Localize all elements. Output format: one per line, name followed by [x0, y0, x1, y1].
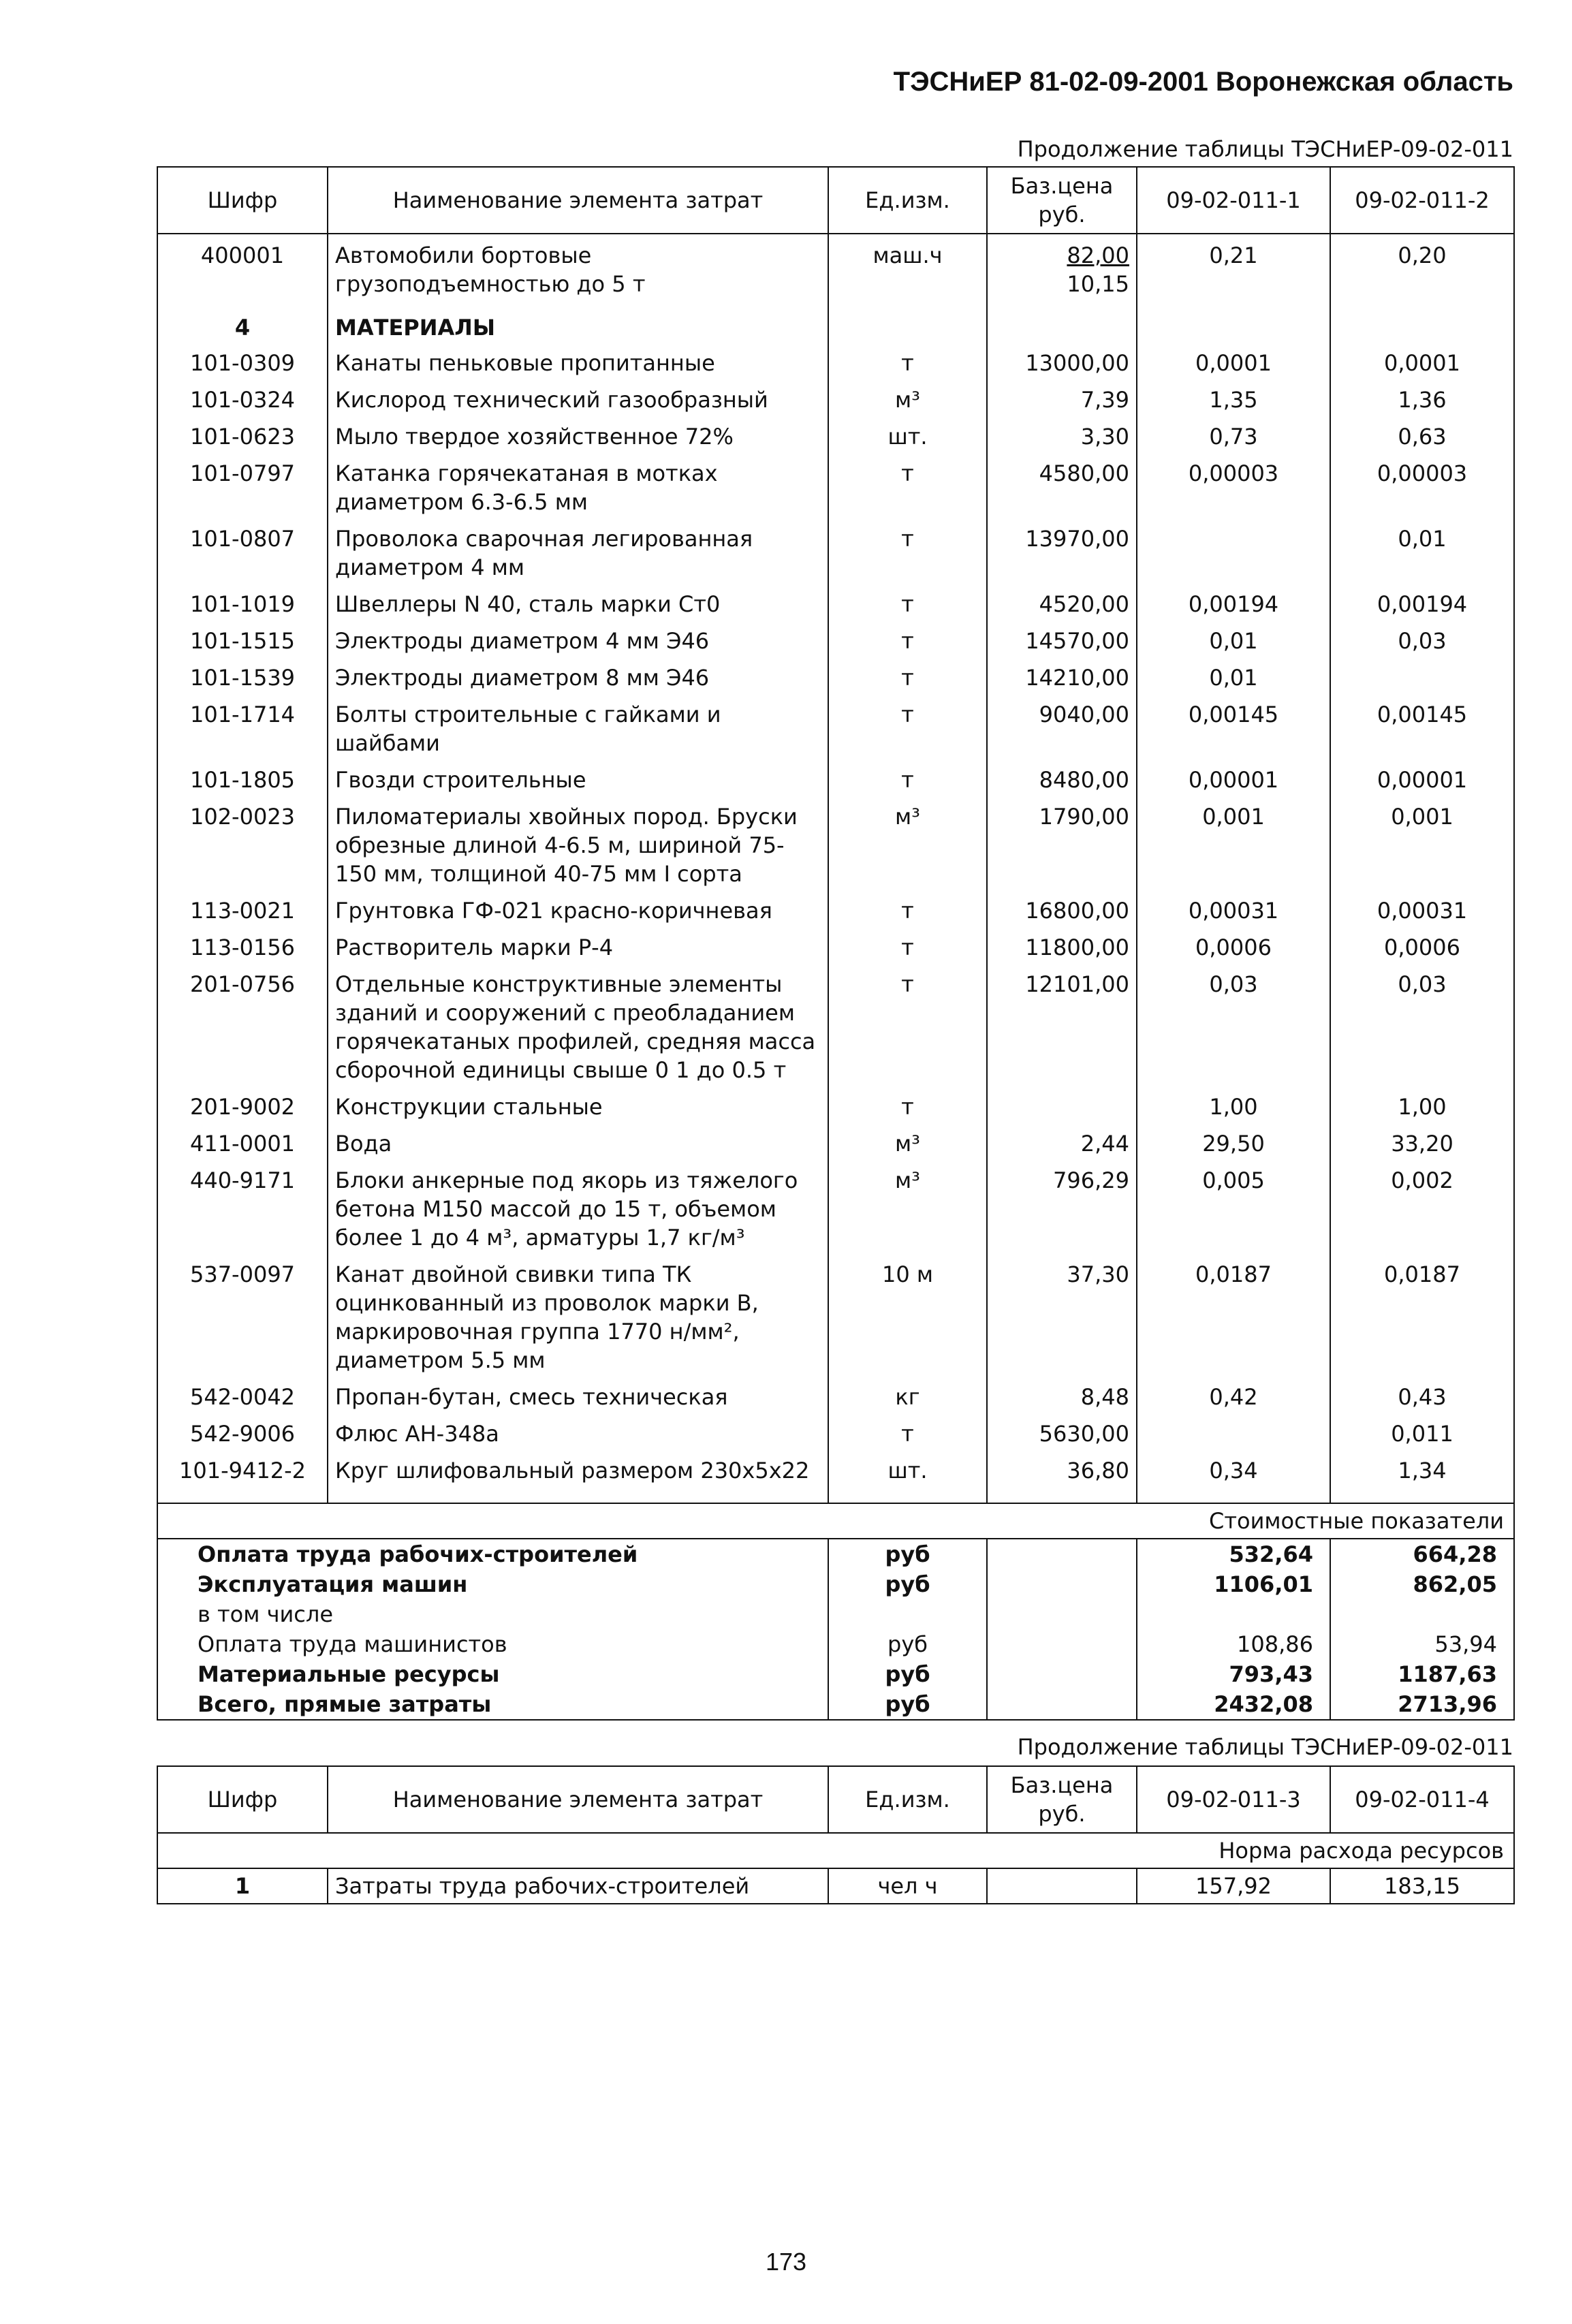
table-row [157, 1162, 1514, 1256]
price-line-1: 82,00 [1067, 242, 1129, 268]
cell-unit: т [828, 1088, 987, 1125]
cell-norm-1: 0,0006 [1137, 929, 1330, 966]
cell-norm-1: 0,00003 [1137, 455, 1330, 520]
table-row [157, 234, 1514, 301]
table-row [157, 1868, 1514, 1904]
summary-unit: руб [828, 1689, 987, 1720]
summary-norm-2: 664,28 [1330, 1539, 1514, 1569]
summary-unit: руб [828, 1569, 987, 1599]
cell-code: 411-0001 [157, 1125, 328, 1162]
table-row [157, 381, 1514, 418]
cell-norm-2: 0,00145 [1330, 696, 1514, 761]
summary-label: Эксплуатация машин [157, 1569, 828, 1599]
cell-name: Катанка горячекатаная в мотках диаметром 6.3-6.5 мм [328, 455, 828, 520]
cell-norm-2: 0,00031 [1330, 892, 1514, 929]
cell-norm-1: 0,005 [1137, 1162, 1330, 1256]
cell-unit: т [828, 696, 987, 761]
cell-norm-2: 0,00194 [1330, 586, 1514, 623]
cell-norm-2: 0,00003 [1330, 455, 1514, 520]
summary-norm-1: 108,86 [1137, 1629, 1330, 1659]
cell-price: 5630,00 [987, 1415, 1137, 1452]
summary-norm-1: 793,43 [1137, 1659, 1330, 1689]
cell-norm-2: 0,20 [1330, 234, 1514, 301]
cell-code: 101-0797 [157, 455, 328, 520]
table-caption: Продолжение таблицы ТЭСНиЕР-09-02-011 [1017, 136, 1513, 162]
table-row [157, 623, 1514, 659]
table-row [157, 1415, 1514, 1452]
summary-norm-1: 532,64 [1137, 1539, 1330, 1569]
summary-row [157, 1659, 1514, 1689]
price-line-2: 10,15 [1067, 271, 1129, 297]
cell-unit: т [828, 520, 987, 586]
table-row [157, 966, 1514, 1088]
cell-norm-2: 0,00001 [1330, 761, 1514, 798]
cell-code: 102-0023 [157, 798, 328, 892]
cell-norm-2: 1,00 [1330, 1088, 1514, 1125]
table-row [157, 1088, 1514, 1125]
cell-norm-2 [1330, 659, 1514, 696]
cell-price: 13970,00 [987, 520, 1137, 586]
summary-unit: руб [828, 1659, 987, 1689]
page-number: 173 [765, 2248, 807, 2276]
cell-norm-1: 0,73 [1137, 418, 1330, 455]
cell-code: 440-9171 [157, 1162, 328, 1256]
cell-price: 12101,00 [987, 966, 1137, 1088]
cell-norm-1: 0,0187 [1137, 1256, 1330, 1379]
cell-price: 9040,00 [987, 696, 1137, 761]
cell-price: 16800,00 [987, 892, 1137, 929]
section-row [157, 301, 1514, 345]
cell-price: 36,80 [987, 1452, 1137, 1489]
resources-table-2 [157, 1765, 1515, 1904]
table-row [157, 1125, 1514, 1162]
cell-price: 3,30 [987, 418, 1137, 455]
cell-name: Мыло твердое хозяйственное 72% [328, 418, 828, 455]
summary-norm-2 [1330, 1599, 1514, 1629]
col-header-unit: Ед.изм. [828, 1766, 987, 1833]
cell-name: Грунтовка ГФ-021 красно-коричневая [328, 892, 828, 929]
table-row [157, 761, 1514, 798]
cell-name: Канаты пеньковые пропитанные [328, 345, 828, 381]
cell-unit: т [828, 586, 987, 623]
norm-banner: Норма расхода ресурсов [157, 1833, 1514, 1868]
summary-norm-1: 2432,08 [1137, 1689, 1330, 1720]
cell-unit: т [828, 966, 987, 1088]
cell-norm-2: 33,20 [1330, 1125, 1514, 1162]
cell-unit: 10 м [828, 1256, 987, 1379]
cell-unit: т [828, 1415, 987, 1452]
table-row [157, 929, 1514, 966]
cell-code: 101-0623 [157, 418, 328, 455]
cell-norm-3: 157,92 [1137, 1868, 1330, 1904]
cell-norm-1: 0,01 [1137, 659, 1330, 696]
table-header-row [157, 167, 1514, 234]
cell-name: Швеллеры N 40, сталь марки Ст0 [328, 586, 828, 623]
cell-norm-1: 1,00 [1137, 1088, 1330, 1125]
cell-code: 101-9412-2 [157, 1452, 328, 1489]
cell-name: Автомобили бортовые грузоподъемностью до 5 т [328, 234, 828, 301]
cell-unit: м³ [828, 798, 987, 892]
cell-price [987, 234, 1137, 301]
cell-unit: т [828, 761, 987, 798]
col-header-unit: Ед.изм. [828, 167, 987, 234]
cell-code: 537-0097 [157, 1256, 328, 1379]
cell-code: 101-1805 [157, 761, 328, 798]
summary-row [157, 1599, 1514, 1629]
table-caption-2: Продолжение таблицы ТЭСНиЕР-09-02-011 [1017, 1734, 1513, 1760]
cell-name: Проволока сварочная легированная диаметром 4 мм [328, 520, 828, 586]
col-header-name: Наименование элемента затрат [328, 167, 828, 234]
cell-price: 11800,00 [987, 929, 1137, 966]
cell-price: 7,39 [987, 381, 1137, 418]
cell-price: 37,30 [987, 1256, 1137, 1379]
cell-name: Пиломатериалы хвойных пород. Бруски обрезные длиной 4-6.5 м, шириной 75-150 мм, толщиной 40-75 мм I сорта [328, 798, 828, 892]
cell-unit: м³ [828, 381, 987, 418]
cell-norm-2: 1,34 [1330, 1452, 1514, 1489]
table-row [157, 345, 1514, 381]
cell-norm-1: 29,50 [1137, 1125, 1330, 1162]
cell-price: 14570,00 [987, 623, 1137, 659]
cell-norm-1: 0,01 [1137, 623, 1330, 659]
cell-norm-1: 0,0001 [1137, 345, 1330, 381]
cell-price: 4580,00 [987, 455, 1137, 520]
summary-label: в том числе [157, 1599, 828, 1629]
cell-norm-2: 0,002 [1330, 1162, 1514, 1256]
cell-code: 1 [157, 1868, 328, 1904]
cell-norm-2: 0,01 [1330, 520, 1514, 586]
col-header-name: Наименование элемента затрат [328, 1766, 828, 1833]
cell-unit: т [828, 929, 987, 966]
cell-norm-2: 0,0187 [1330, 1256, 1514, 1379]
cell-norm-1: 0,00145 [1137, 696, 1330, 761]
cell-norm-2: 0,0001 [1330, 345, 1514, 381]
cell-norm-2: 1,36 [1330, 381, 1514, 418]
cell-name: Гвозди строительные [328, 761, 828, 798]
table-header-row [157, 1766, 1514, 1833]
cell-code: 113-0021 [157, 892, 328, 929]
summary-norm-2: 862,05 [1330, 1569, 1514, 1599]
cell-unit: маш.ч [828, 234, 987, 301]
cell-code: 101-1515 [157, 623, 328, 659]
table-row [157, 1379, 1514, 1415]
cell-unit: кг [828, 1379, 987, 1415]
cell-price: 13000,00 [987, 345, 1137, 381]
cell-code: 101-0309 [157, 345, 328, 381]
table-row [157, 520, 1514, 586]
col-header-code: Шифр [157, 167, 328, 234]
summary-label: Материальные ресурсы [157, 1659, 828, 1689]
cell-name: Конструкции стальные [328, 1088, 828, 1125]
cell-name: Электроды диаметром 8 мм Э46 [328, 659, 828, 696]
summary-norm-1: 1106,01 [1137, 1569, 1330, 1599]
summary-row [157, 1629, 1514, 1659]
cell-price: 14210,00 [987, 659, 1137, 696]
cell-unit: м³ [828, 1125, 987, 1162]
col-header-price: Баз.цена руб. [987, 1766, 1137, 1833]
cell-name: Флюс АН-348а [328, 1415, 828, 1452]
cell-norm-1: 0,00001 [1137, 761, 1330, 798]
cell-unit: т [828, 892, 987, 929]
cell-norm-2: 0,03 [1330, 623, 1514, 659]
cell-norm-2: 0,0006 [1330, 929, 1514, 966]
cell-code: 101-0324 [157, 381, 328, 418]
cell-unit: т [828, 345, 987, 381]
cell-code: 113-0156 [157, 929, 328, 966]
cell-norm-2: 0,03 [1330, 966, 1514, 1088]
cell-name: Круг шлифовальный размером 230х5х22 [328, 1452, 828, 1489]
cell-unit: шт. [828, 1452, 987, 1489]
cell-name: Болты строительные с гайками и шайбами [328, 696, 828, 761]
cell-price: 4520,00 [987, 586, 1137, 623]
section-title: МАТЕРИАЛЫ [328, 301, 828, 345]
table-row [157, 798, 1514, 892]
summary-row [157, 1689, 1514, 1720]
summary-label: Всего, прямые затраты [157, 1689, 828, 1720]
table-row [157, 418, 1514, 455]
table-row [157, 892, 1514, 929]
cell-norm-1: 1,35 [1137, 381, 1330, 418]
cell-name: Пропан-бутан, смесь техническая [328, 1379, 828, 1415]
cell-norm-4: 183,15 [1384, 1873, 1460, 1899]
cell-norm-2: 0,63 [1330, 418, 1514, 455]
summary-norm-2: 53,94 [1330, 1629, 1514, 1659]
table-row [157, 1256, 1514, 1379]
table-row [157, 659, 1514, 696]
cell-norm-1: 0,00194 [1137, 586, 1330, 623]
cell-name: Растворитель марки Р-4 [328, 929, 828, 966]
cell-price: 8,48 [987, 1379, 1137, 1415]
cell-price: 2,44 [987, 1125, 1137, 1162]
cell-name: Затраты труда рабочих-строителей [328, 1868, 828, 1904]
cell-code: 542-0042 [157, 1379, 328, 1415]
summary-unit: руб [828, 1629, 987, 1659]
cell-unit: чел ч [828, 1868, 987, 1904]
table-row [157, 455, 1514, 520]
cell-norm-1: 0,21 [1137, 234, 1330, 301]
cell-price [987, 1088, 1137, 1125]
col-header-norm-3: 09-02-011-3 [1137, 1766, 1330, 1833]
cell-code: 101-1714 [157, 696, 328, 761]
cell-norm-1 [1137, 1415, 1330, 1452]
cell-code: 101-1539 [157, 659, 328, 696]
col-header-norm-4: 09-02-011-4 [1330, 1766, 1514, 1833]
cell-unit: шт. [828, 418, 987, 455]
cell-norm-1: 0,03 [1137, 966, 1330, 1088]
summary-label: Оплата труда машинистов [157, 1629, 828, 1659]
summary-row [157, 1569, 1514, 1599]
cell-price: 8480,00 [987, 761, 1137, 798]
section-code: 4 [157, 301, 328, 345]
summary-norm-2: 2713,96 [1330, 1689, 1514, 1720]
resources-table [157, 166, 1515, 1721]
cell-price: 1790,00 [987, 798, 1137, 892]
col-header-norm-1: 09-02-011-1 [1137, 167, 1330, 234]
cell-norm-1: 0,001 [1137, 798, 1330, 892]
summary-row [157, 1539, 1514, 1569]
cell-norm-1: 0,00031 [1137, 892, 1330, 929]
table-row [157, 1452, 1514, 1489]
cell-norm-2: 0,001 [1330, 798, 1514, 892]
cell-unit: м³ [828, 1162, 987, 1256]
cell-name: Блоки анкерные под якорь из тяжелого бетона М150 массой до 15 т, объемом более 1 до 4 м³, арматуры 1,7 кг/м³ [328, 1162, 828, 1256]
cell-name: Вода [328, 1125, 828, 1162]
summary-unit: руб [828, 1539, 987, 1569]
cell-name: Электроды диаметром 4 мм Э46 [328, 623, 828, 659]
cell-price [987, 1868, 1137, 1904]
cell-unit: т [828, 659, 987, 696]
col-header-norm-2: 09-02-011-2 [1330, 167, 1514, 234]
cell-price: 796,29 [987, 1162, 1137, 1256]
cell-code: 201-0756 [157, 966, 328, 1088]
cell-code: 101-0807 [157, 520, 328, 586]
cell-code: 201-9002 [157, 1088, 328, 1125]
cell-unit: т [828, 455, 987, 520]
col-header-code: Шифр [157, 1766, 328, 1833]
table-row [157, 696, 1514, 761]
cell-norm-1: 0,34 [1137, 1452, 1330, 1489]
table-row [157, 586, 1514, 623]
cell-code: 101-1019 [157, 586, 328, 623]
cost-indicators-banner: Стоимостные показатели [157, 1503, 1514, 1539]
col-header-price: Баз.цена руб. [987, 167, 1137, 234]
summary-label: Оплата труда рабочих-строителей [157, 1539, 828, 1569]
summary-norm-2: 1187,63 [1330, 1659, 1514, 1689]
summary-unit [828, 1599, 987, 1629]
cell-norm-2: 0,011 [1330, 1415, 1514, 1452]
cell-name: Канат двойной свивки типа ТК оцинкованный из проволок марки В, маркировочная группа 1770 н/мм², диаметром 5.5 мм [328, 1256, 828, 1379]
summary-norm-1 [1137, 1599, 1330, 1629]
cell-name: Отдельные конструктивные элементы зданий и сооружений с преобладанием горячекатаных профилей, средняя масса сборочной единицы свыше 0 1 до 0.5 т [328, 966, 828, 1088]
cell-code: 542-9006 [157, 1415, 328, 1452]
cell-norm-1 [1137, 520, 1330, 586]
cell-unit: т [828, 623, 987, 659]
cell-code: 400001 [157, 234, 328, 301]
cell-norm-2: 0,43 [1330, 1379, 1514, 1415]
page-title: ТЭСНиЕР 81-02-09-2001 Воронежская область [893, 67, 1513, 97]
cell-name: Кислород технический газообразный [328, 381, 828, 418]
cell-norm-1: 0,42 [1137, 1379, 1330, 1415]
